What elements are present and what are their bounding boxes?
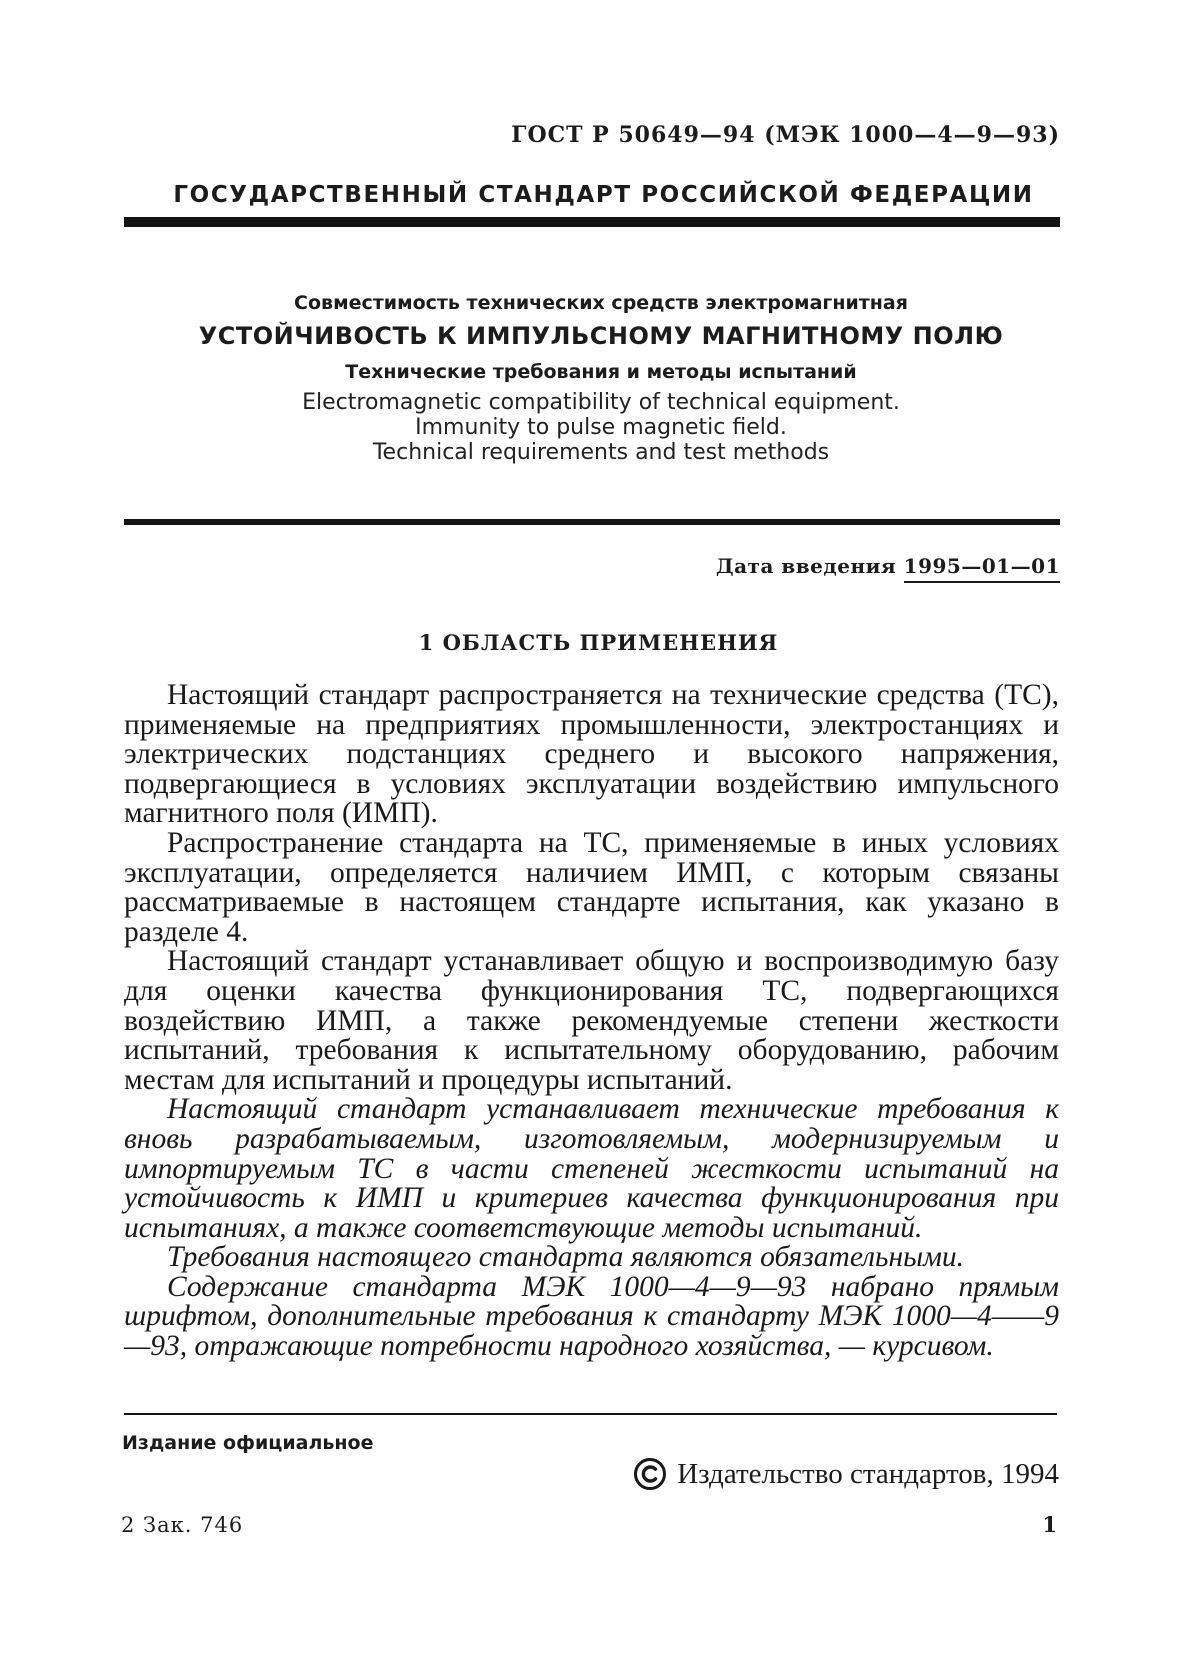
- title-block: [0, 288, 1187, 465]
- publisher-line: [633, 1457, 1059, 1491]
- edition-label: Издание официальное: [122, 1432, 374, 1454]
- section-body: [124, 681, 1059, 1362]
- paragraph: Настоящий стандарт распространяется на технические средства (ТС), применяемые на предприятиях промышленности, электростанциях и электрических подстанциях среднего и высокого напряжения, подвергающиеся в условиях эксплуатации воздействию импульсного магнитного поля (ИМП).: [124, 679, 1059, 830]
- english-title-line-3: Technical requirements and test methods: [372, 440, 830, 465]
- paragraph-italic: Настоящий стандарт устанавливает технические требования к вновь разрабатываемым, изготовляемым, модернизируемым и импортируемым ТС в части степеней жесткости испытаний на устойчивость к ИМП и критериев качества функционирования при испытаниях, а также соответствующие методы испытаний.: [124, 1093, 1059, 1244]
- publisher-text: Издательство стандартов, 1994: [677, 1457, 1059, 1490]
- title-divider: [124, 519, 1060, 525]
- english-title-line-1: Electromagnetic compatibility of technical equipment.: [302, 390, 900, 415]
- section-title: 1 ОБЛАСТЬ ПРИМЕНЕНИЯ: [418, 630, 779, 655]
- introduction-date-label: Дата введения: [715, 554, 897, 578]
- english-title-line-2: Immunity to pulse magnetic field.: [415, 415, 787, 440]
- page-number: 1: [1042, 1512, 1057, 1537]
- paragraph: Распространение стандарта на ТС, применяемые в иных условиях эксплуатации, определяется наличием ИМП, с которым связаны рассматриваемые в настоящем стандарте испытания, как указано в разделе 4.: [124, 826, 1059, 948]
- paragraph: Настоящий стандарт устанавливает общую и воспроизводимую базу для оценки качества функционирования ТС, подвергающихся воздействию ИМП, а также рекомендуемые степени жесткости испытаний, требования к испытательному оборудованию, рабочим местам для испытаний и процедуры испытаний.: [124, 945, 1059, 1096]
- introduction-date: [716, 554, 1060, 578]
- footer-divider: [124, 1413, 1057, 1415]
- state-standard-heading: ГОСУДАРСТВЕННЫЙ СТАНДАРТ РОССИЙСКОЙ ФЕДЕРАЦИИ: [173, 182, 1034, 208]
- paragraph-italic: Требования настоящего стандарта являются обязательными.: [167, 1241, 965, 1274]
- copyright-icon: [633, 1457, 667, 1491]
- introduction-date-value: 1995—01—01: [904, 554, 1060, 583]
- paragraph-italic: Содержание стандарта МЭК 1000—4—9—93 набрано прямым шрифтом, дополнительные требования к стандарту МЭК 1000—4——9—93, отражающие потребности народного хозяйства, — курсивом.: [124, 1270, 1059, 1363]
- main-title: УСТОЙЧИВОСТЬ К ИМПУЛЬСНОМУ МАГНИТНОМУ ПОЛЮ: [198, 322, 1004, 350]
- subtitle: Технические требования и методы испытаний: [345, 361, 857, 383]
- order-number: 2 Зак. 746: [121, 1513, 244, 1537]
- gost-code: ГОСТ Р 50649—94 (МЭК 1000—4—9—93): [511, 122, 1060, 148]
- title-line: Совместимость технических средств электромагнитная: [294, 292, 908, 314]
- header-divider: [124, 217, 1060, 227]
